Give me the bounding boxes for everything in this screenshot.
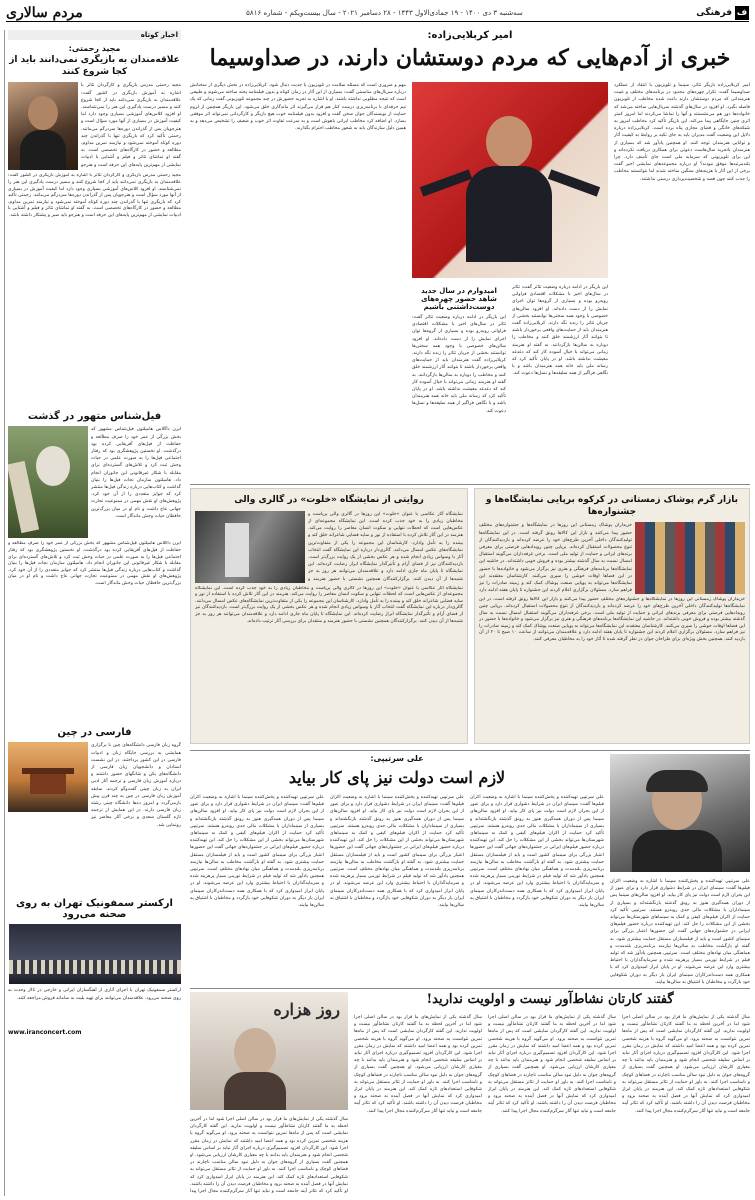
- article2-col0: علی سرتیپی تهیه‌کننده و پخش‌کننده سینما با اشاره به وضعیت اکران فیلم‌ها گفت: سینمای ایران در شرایط دشواری قرار دارد و برای عبور از این بحران لازم است دولت نیز پای کار بیاید. او افزود سالن‌های سینما پس از دوران همه‌گیری هنوز به رونق گذشته بازنگشته‌اند و بسیاری از سینماداران با مشکلات مالی جدی روبه‌رو هستند. سرتیپی تأکید کرد حمایت از اکران فیلم‌های کیفی و کمک به سینماهای شهرستان‌ها می‌تواند بخشی از این مشکلات را حل کند. این تهیه‌کننده درباره حضور فیلم‌های ایرانی در جشنواره‌های جهانی گفت این حضورها اعتبار بزرگی برای سینمای کشور است و باید از فیلمسازان مستقل حمایت بیشتری شود. به گفته او بازگشت مخاطب به سالن‌ها نیازمند برنامه‌ریزی بلندمدت و هماهنگی میان نهادهای مختلف است. سرتیپی همچنین یادآور شد که تولید فیلم در شرایط تورمی بسیار پرهزینه شده و سرمایه‌گذاران با احتیاط بیشتری وارد این عرصه می‌شوند. او در پایان ابراز امیدواری کرد که با همکاری همه دست‌اندرکاران سینمای ایران بار دیگر به دوران شکوفایی خود بازگردد و مخاطبان با اشتیاق به سالن‌ها بیایند.: [610, 879, 750, 984]
- divider: [190, 484, 750, 485]
- sidebar-title: علاقه‌مندان به بازیگری نمی‌دانند باید از کجا شروع کنند: [9, 55, 180, 77]
- sidebar-item-rahmati: [8, 44, 181, 405]
- box-clothing-title: بازار گرم پوشاک زمستانی در کرکوه برپایی نمایشگاه‌ها و جشنواره‌ها: [485, 495, 739, 517]
- poster-figure: [224, 1072, 286, 1110]
- box-gallery-body: نمایشگاه آثار عکاسی با عنوان «خلوت» این روزها در گالری والی برپاست و مخاطبان زیادی را به خود جذب کرده است. این نمایشگاه مجموعه‌ای از عکس‌هایی است که لحظات تنهایی و سکوت انسان معاصر را روایت می‌کند. هنرمند در این آثار تلاش کرده با استفاده از نور و سایه فضایی شاعرانه خلق کند و بیننده را به تأمل وادارد. کارشناسان این مجموعه را یکی از متفاوت‌ترین نمایشگاه‌های عکس امسال می‌دانند. گالری‌دار درباره این نمایشگاه گفت انتخاب آثار با وسواس زیادی انجام شده و هر عکس بخشی از یک روایت بزرگ‌تر است. بازدیدکنندگان نیز از فضای آرام و تأثیرگذار نمایشگاه ابراز رضایت کرده‌اند. این نمایشگاه تا پایان ماه جاری ادامه دارد و علاقه‌مندان می‌توانند هر روز به جز شنبه‌ها از آن دیدن کنند. برگزارکنندگان همچنین نشستی با حضور هنرمند و منتقدان برای بررسی آثار ترتیب داده‌اند.: [195, 585, 463, 624]
- box-clothing-body-top: خریداران پوشاک زمستانی این روزها در نمایشگاه‌ها و جشنواره‌های مختلف حضور پیدا می‌کنند و بازار این کالاها رونق گرفته است. در این نمایشگاه‌ها تولیدکنندگان داخلی آخرین طرح‌های خود را عرضه کرده‌اند و بازدیدکنندگان از تنوع محصولات استقبال کرده‌اند. برپایی چنین رویدادهایی فرصتی برای معرفی برندهای ایرانی و حمایت از تولید ملی است. برخی غرفه‌داران می‌گویند استقبال امسال نسبت به سال گذشته بیشتر بوده و فروش خوبی داشته‌اند. در حاشیه این نمایشگاه‌ها برنامه‌های فرهنگی و هنری نیز برگزار می‌شود و خانواده‌ها با حضور در این فضاها اوقات خوشی را سپری می‌کنند. کارشناسان معتقدند این نمایشگاه‌ها می‌تواند به پویایی صنعت پوشاک کمک کند و زمینه صادرات را نیز فراهم سازد. مسئولان برگزاری اعلام کردند این جشنواره تا پایان هفته ادامه دارد: [479, 523, 632, 594]
- box-clothing-body: خریداران پوشاک زمستانی این روزها در نمایشگاه‌ها و جشنواره‌های مختلف حضور پیدا می‌کنند و بازار این کالاها رونق گرفته است. در این نمایشگاه‌ها تولیدکنندگان داخلی آخرین طرح‌های خود را عرضه کرده‌اند و بازدیدکنندگان از تنوع محصولات استقبال کرده‌اند. برپایی چنین رویدادهایی فرصتی برای معرفی برندهای ایرانی و حمایت از تولید ملی است. برخی غرفه‌داران می‌گویند استقبال امسال نسبت به سال گذشته بیشتر بوده و فروش خوبی داشته‌اند. در حاشیه این نمایشگاه‌ها برنامه‌های فرهنگی و هنری نیز برگزار می‌شود و خانواده‌ها با حضور در این فضاها اوقات خوشی را سپری می‌کنند. کارشناسان معتقدند این نمایشگاه‌ها می‌تواند به پویایی صنعت پوشاک کمک کند و زمینه صادرات را نیز فراهم سازد. مسئولان برگزاری اعلام کردند این جشنواره تا پایان هفته ادامه دارد و علاقه‌مندان می‌توانند از ساعت ۱۰ صبح تا ۲۰ از آن بازدید کنند. همچنین بخش ویژه‌ای برای طراحان جوان در نظر گرفته شده تا آثار خود را به مخاطبان معرفی کنند.: [479, 597, 745, 642]
- article2-col1: علی سرتیپی تهیه‌کننده و پخش‌کننده سینما با اشاره به وضعیت اکران فیلم‌ها گفت: سینمای ایران در شرایط دشواری قرار دارد و برای عبور از این بحران لازم است دولت نیز پای کار بیاید. او افزود سالن‌های سینما پس از دوران همه‌گیری هنوز به رونق گذشته بازنگشته‌اند و بسیاری از سینماداران با مشکلات مالی جدی روبه‌رو هستند. سرتیپی تأکید کرد حمایت از اکران فیلم‌های کیفی و کمک به سینماهای شهرستان‌ها می‌تواند بخشی از این مشکلات را حل کند. این تهیه‌کننده درباره حضور فیلم‌های ایرانی در جشنواره‌های جهانی گفت این حضورها اعتبار بزرگی برای سینمای کشور است و باید از فیلمسازان مستقل حمایت بیشتری شود. به گفته او بازگشت مخاطب به سالن‌ها نیازمند برنامه‌ریزی بلندمدت و هماهنگی میان نهادهای مختلف است. سرتیپی همچنین یادآور شد که تولید فیلم در شرایط تورمی بسیار پرهزینه شده و سرمایه‌گذاران با احتیاط بیشتری وارد این عرصه می‌شوند. او در پایان ابراز امیدواری کرد که با همکاری همه دست‌اندرکاران سینمای ایران بار دیگر به دوران شکوفایی خود بازگردد و مخاطبان با اشتیاق به سالن‌ها بیایند.: [470, 795, 604, 909]
- elephant-photo: [8, 426, 88, 538]
- sidebar-title-orchestra: ارکستر سمفونیک تهران به روی صحنه می‌رود: [16, 898, 173, 921]
- section-icon: ف: [736, 7, 748, 18]
- concert-link[interactable]: www.iranconcert.com: [8, 1029, 82, 1037]
- sartipi-shirt: [632, 830, 722, 872]
- section-label: فرهنگی: [696, 7, 732, 18]
- sidebar-title-elephant: فیل‌شناس متهور در گذشت: [27, 411, 162, 423]
- box-gallery-title: روایتی از نمایشگاه «خلوت» در گالری والی: [234, 495, 424, 505]
- section-badge: [696, 6, 749, 20]
- article2-col2: علی سرتیپی تهیه‌کننده و پخش‌کننده سینما با اشاره به وضعیت اکران فیلم‌ها گفت: سینمای ایران در شرایط دشواری قرار دارد و برای عبور از این بحران لازم است دولت نیز پای کار بیاید. او افزود سالن‌های سینما پس از دوران همه‌گیری هنوز به رونق گذشته بازنگشته‌اند و بسیاری از سینماداران با مشکلات مالی جدی روبه‌رو هستند. سرتیپی تأکید کرد حمایت از اکران فیلم‌های کیفی و کمک به سینماهای شهرستان‌ها می‌تواند بخشی از این مشکلات را حل کند. این تهیه‌کننده درباره حضور فیلم‌های ایرانی در جشنواره‌های جهانی گفت این حضورها اعتبار بزرگی برای سینمای کشور است و باید از فیلمسازان مستقل حمایت بیشتری شود. به گفته او بازگشت مخاطب به سالن‌ها نیازمند برنامه‌ریزی بلندمدت و هماهنگی میان نهادهای مختلف است. سرتیپی همچنین یادآور شد که تولید فیلم در شرایط تورمی بسیار پرهزینه شده و سرمایه‌گذاران با احتیاط بیشتری وارد این عرصه می‌شوند. او در پایان ابراز امیدواری کرد که با همکاری همه دست‌اندرکاران سینمای ایران بار دیگر به دوران شکوفایی خود بازگردد و مخاطبان با اشتیاق به سالن‌ها بیایند.: [330, 795, 464, 909]
- box-gallery-body-top: نمایشگاه آثار عکاسی با عنوان «خلوت» این روزها در گالری والی برپاست و مخاطبان زیادی را به خود جذب کرده است. این نمایشگاه مجموعه‌ای از عکس‌هایی است که لحظات تنهایی و سکوت انسان معاصر را روایت می‌کند. هنرمند در این آثار تلاش کرده با استفاده از نور و سایه فضایی شاعرانه خلق کند و بیننده را به تأمل وادارد. کارشناسان این مجموعه را یکی از متفاوت‌ترین نمایشگاه‌های عکس امسال می‌دانند. گالری‌دار درباره این نمایشگاه گفت انتخاب آثار با وسواس زیادی انجام شده و هر عکس بخشی از یک روایت بزرگ‌تر است. بازدیدکنندگان نیز از فضای آرام و تأثیرگذار نمایشگاه ابراز رضایت کرده‌اند. این نمایشگاه تا پایان ماه جاری ادامه دارد و علاقه‌مندان می‌توانند هر روز به جز شنبه‌ها از آن دیدن کنند. برگزارکنندگان همچنین نشستی با حضور هنرمند و: [308, 511, 463, 582]
- orchestra-photo: [9, 924, 181, 984]
- china-photo: [8, 742, 88, 812]
- actor-arm-right: [548, 169, 600, 196]
- poster-face: [234, 1028, 276, 1076]
- lead-body-middle-2: این بازیگر در ادامه درباره وضعیت تئاتر گفت: تئاتر در سال‌های اخیر با مشکلات اقتصادی فراوانی روبه‌رو بوده و بسیاری از گروه‌ها توان اجرای نمایش را از دست داده‌اند. او افزود سالن‌های خصوصی با وجود همه سختی‌ها توانستند بخشی از جریان تئاتر را زنده نگه دارند. کربلایی‌زاده گفت هنرمندان باید از حمایت‌های واقعی برخوردار باشند تا بتوانند آثار ارزشمند خلق کنند و مخاطب را دوباره به سالن‌ها بازگردانند. به گفته او هنرمند زمانی می‌تواند با خیال آسوده کار کند که دغدغه معیشت نداشته باشد. او در پایان تأکید کرد که رسانه ملی باید خانه همه هنرمندان باشد و با نگاهی فراگیر از همه سلیقه‌ها و نسل‌ها دعوت کند.: [412, 315, 506, 414]
- article3-headline: گفتند کارتان نشاط‌آور نیست و اولویت ندارید!: [426, 992, 674, 1007]
- person-head: [36, 446, 70, 486]
- lead-subhead-block: [412, 284, 506, 464]
- lead-kicker: امیر کربلایی‌زاده:: [427, 30, 513, 41]
- sidebar-title-china: فارسی در چین: [57, 727, 132, 739]
- actor-face: [486, 116, 532, 168]
- film-poster: [190, 992, 348, 1110]
- clothing-photo: [635, 522, 745, 594]
- top-bar: [6, 4, 749, 22]
- portrait-photo: [8, 82, 78, 170]
- article2-col3: علی سرتیپی تهیه‌کننده و پخش‌کننده سینما با اشاره به وضعیت اکران فیلم‌ها گفت: سینمای ایران در شرایط دشواری قرار دارد و برای عبور از این بحران لازم است دولت نیز پای کار بیاید. او افزود سالن‌های سینما پس از دوران همه‌گیری هنوز به رونق گذشته بازنگشته‌اند و بسیاری از سینماداران با مشکلات مالی جدی روبه‌رو هستند. سرتیپی تأکید کرد حمایت از اکران فیلم‌های کیفی و کمک به سینماهای شهرستان‌ها می‌تواند بخشی از این مشکلات را حل کند. این تهیه‌کننده درباره حضور فیلم‌های ایرانی در جشنواره‌های جهانی گفت این حضورها اعتبار بزرگی برای سینمای کشور است و باید از فیلمسازان مستقل حمایت بیشتری شود. به گفته او بازگشت مخاطب به سالن‌ها نیازمند برنامه‌ریزی بلندمدت و هماهنگی میان نهادهای مختلف است. سرتیپی همچنین یادآور شد که تولید فیلم در شرایط تورمی بسیار پرهزینه شده و سرمایه‌گذاران با احتیاط بیشتری وارد این عرصه می‌شوند. او در پایان ابراز امیدواری کرد که با همکاری همه دست‌اندرکاران سینمای ایران بار دیگر به دوران شکوفایی خود بازگردد و مخاطبان با اشتیاق به سالن‌ها بیایند.: [190, 795, 324, 909]
- box-gallery: [190, 488, 468, 744]
- article3-col4: سال گذشته یکی از نمایش‌های ما قرار بود در سالن اصلی اجرا شود اما در آخرین لحظه به ما گفتند کارتان نشاط‌آور نیست و اولویت ندارید. این گفته کارگردان نمایشی است که پس از ماه‌ها تمرین نتوانست به صحنه برود. او می‌گوید گروه با هزینه شخصی تمرین کرده بود و همه اعضا امید داشتند که نمایش در زمان مقرر اجرا شود. این کارگردان افزود تصمیم‌گیری درباره اجرای آثار نباید بر اساس سلیقه شخصی انجام شود و هنرمندان باید بدانند با چه معیاری کارشان ارزیابی می‌شود. او همچنین گفت بسیاری از گروه‌های جوان به دلیل نبود سالن مناسب ناچارند در فضاهای کوچک و نامناسب اجرا کنند. به باور او حمایت از تئاتر مستقل می‌تواند به شکوفایی استعدادهای تازه کمک کند. این هنرمند در پایان ابراز امیدواری کرد که نمایش آنها در فصل آینده به صحنه برود و مخاطبان فرصت دیدن آن را داشته باشند. او تأکید کرد که تئاتر آینه جامعه است و نباید تنها آثار سرگرم‌کننده مجال اجرا پیدا: [190, 1117, 348, 1194]
- sidebar-body-elephant-more: ایرن داگلاس هامیلتون فیل‌شناس مشهور که بخش بزرگی از عمر خود را صرف مطالعه و حفاظت از فیل‌های آفریقایی کرده بود درگذشت. او نخستین پژوهشگری بود که رفتار اجتماعی فیل‌ها را به صورت علمی در حیات وحش ثبت کرد و تلاش‌های گسترده‌ای برای مقابله با شکار غیرقانونی این جانوران انجام داد. هامیلتون سازمان نجات فیل‌ها را بنیان گذاشت و کتاب‌هایی درباره زندگی فیل‌ها منتشر کرد که جوایز متعددی را از آن خود کرد. پژوهش‌های او نقش مهمی در ممنوعیت تجارت جهانی عاج داشت و نام او در میان بزرگ‌ترین حافظان حیات وحش ماندگار است.: [8, 541, 181, 586]
- sartipi-hair: [646, 770, 708, 792]
- portrait-shirt: [20, 130, 66, 170]
- orchestra-players: [9, 960, 181, 974]
- lead-subhead: امیدوارم در سال جدید شاهد حضور چهره‌های دوست‌داشتنی باشیم: [421, 287, 497, 311]
- sidebar-kicker: مجید رحمتی:: [68, 44, 121, 53]
- poster-title: روز هزاره: [273, 1000, 340, 1019]
- portrait-face: [28, 96, 58, 130]
- gallery-figure: [225, 523, 249, 577]
- sartipi-photo: [610, 754, 750, 872]
- divider: [190, 988, 750, 989]
- sidebar-body-more: مجید رحمتی مدرس بازیگری و کارگردان تئاتر با اشاره به آموزش بازیگری در کشور گفت: علاقه‌مندان به بازیگری نمی‌دانند باید از کجا شروع کنند و مسیر درست یادگیری این هنر را نمی‌شناسند. او افزود کلاس‌های آموزشی بسیاری وجود دارد اما کیفیت آموزش در بسیاری از آنها مورد سؤال است و هنرجویان پس از گذراندن دوره‌ها سردرگم می‌مانند. رحمتی تأکید کرد که بازیگری تنها با گذراندن چند دوره کوتاه آموخته نمی‌شود و نیازمند تمرین مداوم، مطالعه و حضور در کارگاه‌های تخصصی است. به گفته او تماشای تئاتر و فیلم و آشنایی با ادبیات نمایشی از مهم‌ترین پایه‌های این حرفه است و هنرجو باید صبر و پشتکار داشته باشد.: [8, 173, 181, 218]
- article2-headline: لازم است دولت نیز پای کار بیاید: [288, 768, 506, 787]
- dateline: سه‌شنبه ۳ دی ۱۴۰۰ - ۱۹ جمادی‌الاول ۱۴۴۳ - ۲۸ دسامبر ۲۰۲۱ - سال بیست‌ویکم - شماره ۵۸۱۶: [246, 8, 523, 17]
- box-clothing: [474, 488, 750, 744]
- actor-arm-left: [420, 169, 472, 196]
- tusk-shape: [8, 461, 39, 533]
- lead-body-middle: این بازیگر در ادامه درباره وضعیت تئاتر گفت: تئاتر در سال‌های اخیر با مشکلات اقتصادی فراوانی روبه‌رو بوده و بسیاری از گروه‌ها توان اجرای نمایش را از دست داده‌اند. او افزود سالن‌های خصوصی با وجود همه سختی‌ها توانستند بخشی از جریان تئاتر را زنده نگه دارند. کربلایی‌زاده گفت هنرمندان باید از حمایت‌های واقعی برخوردار باشند تا بتوانند آثار ارزشمند خلق کنند و مخاطب را دوباره به سالن‌ها بازگردانند. به گفته او هنرمند زمانی می‌تواند با خیال آسوده کار کند که دغدغه معیشت نداشته باشد. او در پایان تأکید کرد که رسانه ملی باید خانه همه هنرمندان باشد و با نگاهی فراگیر از همه سلیقه‌ها و نسل‌ها دعوت کند.: [512, 285, 608, 377]
- lead-body-left: مهم و ضروری است که مسئله سلامت در تلویزیون با جدیت دنبال شود. کربلایی‌زاده در بخش دیگری از سخنانش درباره سریال‌های مناسبتی گفت: بسیاری از این آثار در زمان کوتاه و بدون فیلمنامه پخته ساخته می‌شوند و طبیعی است که نتیجه مطلوبی نداشته باشند. او با اشاره به تجربه حضورش در چند مجموعه تلویزیونی گفت زمانی که یک تیم حرفه‌ای با برنامه‌ریزی درست کنار هم قرار می‌گیرند اثر ماندگاری خلق می‌شود. این بازیگر همچنین از لزوم حمایت از نویسندگان جوان سخن گفت و افزود بدون فیلمنامه خوب هیچ بازیگر و کارگردانی نمی‌تواند اثر موفقی بسازد. او اضافه کرد مخاطب ایرانی باهوش است و به سرعت تفاوت اثر خوب و ضعیف را تشخیص می‌دهد و به همین دلیل سازندگان باید به شعور مخاطب احترام بگذارند.: [190, 83, 406, 132]
- main-content: [190, 30, 750, 1196]
- article2-kicker: علی سرتیپی:: [370, 754, 424, 763]
- sidebar-body-china: گروه زبان فارسی دانشگاه‌های چین با برگزاری همایشی به بررسی جایگاه زبان و ادبیات فارسی در این کشور پرداختند. در این نشست استادان و دانشجویان زبان فارسی از دانشگاه‌های پکن و شانگهای حضور داشتند و درباره آموزش زبان فارسی و ترجمه آثار ادبی ایران به زبان چینی گفت‌وگو کردند. سابقه آموزش زبان فارسی در چین به چند قرن پیش بازمی‌گردد و امروز ده‌ها دانشگاه چینی رشته زبان فارسی دارند. در این همایش از ترجمه تازه گلستان سعدی و برخی آثار معاصر نیز رونمایی شد.: [91, 743, 181, 828]
- lead-photo: [412, 82, 608, 278]
- sidebar-body: مجید رحمتی مدرس بازیگری و کارگردان تئاتر با اشاره به آموزش بازیگری در کشور گفت: علاقه‌مندان به بازیگری نمی‌دانند باید از کجا شروع کنند و مسیر درست یادگیری این هنر را نمی‌شناسند. او افزود کلاس‌های آموزشی بسیاری وجود دارد اما کیفیت آموزش در بسیاری از آنها مورد سؤال است و هنرجویان پس از گذراندن دوره‌ها سردرگم می‌مانند. رحمتی تأکید کرد که بازیگری تنها با گذراندن چند دوره کوتاه آموخته نمی‌شود و نیازمند تمرین مداوم، مطالعه و حضور در کارگاه‌های تخصصی است. به گفته او تماشای تئاتر و فیلم و آشنایی با ادبیات نمایشی از مهم‌ترین پایه‌های این حرفه است و هنرجو: [81, 83, 181, 168]
- divider: [190, 750, 750, 751]
- actor-suit: [466, 166, 552, 262]
- sidebar-body-elephant: ایرن داگلاس هامیلتون فیل‌شناس مشهور که بخش بزرگی از عمر خود را صرف مطالعه و حفاظت از فیل‌های آفریقایی کرده بود درگذشت. او نخستین پژوهشگری بود که رفتار اجتماعی فیل‌ها را به صورت علمی در حیات وحش ثبت کرد و تلاش‌های گسترده‌ای برای مقابله با شکار غیرقانونی این جانوران انجام داد. هامیلتون سازمان نجات فیل‌ها را بنیان گذاشت و کتاب‌هایی درباره زندگی فیل‌ها منتشر کرد که جوایز متعددی را از آن خود کرد. پژوهش‌های او نقش مهمی در ممنوعیت تجارت جهانی عاج داشت و نام او در میان بزرگ‌ترین حافظان حیات وحش ماندگار است.: [91, 427, 181, 519]
- sidebar-body-orchestra: ارکستر سمفونیک تهران با اجرای آثاری از آهنگسازان ایرانی و خارجی در تالار وحدت به روی صحنه می‌رود. علاقه‌مندان می‌توانند برای تهیه بلیت به سامانه فروش مراجعه کنند.: [8, 988, 181, 1001]
- gallery-photo: [195, 511, 305, 583]
- lead-headline: خبری از آدم‌هایی که مردم دوستشان دارند، در صداوسیما: [209, 45, 731, 71]
- sidebar: [4, 30, 184, 1196]
- pagoda-body: [30, 774, 66, 794]
- masthead: مردم سالاری: [6, 4, 83, 21]
- article3-col3: سال گذشته یکی از نمایش‌های ما قرار بود در سالن اصلی اجرا شود اما در آخرین لحظه به ما گفتند کارتان نشاط‌آور نیست و اولویت ندارید. این گفته کارگردان نمایشی است که پس از ماه‌ها تمرین نتوانست به صحنه برود. او می‌گوید گروه با هزینه شخصی تمرین کرده بود و همه اعضا امید داشتند که نمایش در زمان مقرر اجرا شود. این کارگردان افزود تصمیم‌گیری درباره اجرای آثار نباید بر اساس سلیقه شخصی انجام شود و هنرمندان باید بدانند با چه معیاری کارشان ارزیابی می‌شود. او همچنین گفت بسیاری از گروه‌های جوان به دلیل نبود سالن مناسب ناچارند در فضاهای کوچک و نامناسب اجرا کنند. به باور او حمایت از تئاتر مستقل می‌تواند به شکوفایی استعدادهای تازه کمک کند. این هنرمند در پایان ابراز امیدواری کرد که نمایش آنها در فصل آینده به صحنه برود و مخاطبان فرصت دیدن آن را داشته باشند. او تأکید کرد که تئاتر آینه جامعه است و نباید تنها آثار سرگرم‌کننده مجال اجرا پیدا کنند.: [354, 1015, 482, 1114]
- article3-col1: سال گذشته یکی از نمایش‌های ما قرار بود در سالن اصلی اجرا شود اما در آخرین لحظه به ما گفتند کارتان نشاط‌آور نیست و اولویت ندارید. این گفته کارگردان نمایشی است که پس از ماه‌ها تمرین نتوانست به صحنه برود. او می‌گوید گروه با هزینه شخصی تمرین کرده بود و همه اعضا امید داشتند که نمایش در زمان مقرر اجرا شود. این کارگردان افزود تصمیم‌گیری درباره اجرای آثار نباید بر اساس سلیقه شخصی انجام شود و هنرمندان باید بدانند با چه معیاری کارشان ارزیابی می‌شود. او همچنین گفت بسیاری از گروه‌های جوان به دلیل نبود سالن مناسب ناچارند در فضاهای کوچک و نامناسب اجرا کنند. به باور او حمایت از تئاتر مستقل می‌تواند به شکوفایی استعدادهای تازه کمک کند. این هنرمند در پایان ابراز امیدواری کرد که نمایش آنها در فصل آینده به صحنه برود و مخاطبان فرصت دیدن آن را داشته باشند. او تأکید کرد که تئاتر آینه جامعه است و نباید تنها آثار سرگرم‌کننده مجال اجرا پیدا کنند.: [622, 1015, 750, 1114]
- sidebar-rubric: اخبار کوتاه: [8, 30, 181, 40]
- lead-body-right: امیر کربلایی‌زاده بازیگر تئاتر، سینما و تلویزیون با انتقاد از عملکرد صداوسیما گفت: تکرار چهره‌های محدود در برنامه‌های مختلف و غیبت هنرمندانی که مردم دوستشان دارند باعث شده مخاطب از تلویزیون فاصله بگیرد. او افزود در سال‌های گذشته سریال‌هایی ساخته می‌شد که خانواده‌ها دور هم می‌نشستند و آنها را تماشا می‌کردند اما امروز کمتر اثری چنین جایگاهی پیدا می‌کند. این بازیگر تأکید کرد مخاطب امروز به شبکه‌های خانگی و فضای مجازی پناه برده است. کربلایی‌زاده درباره دلایل این وضعیت گفت مدیران باید به جای تکیه بر روابط به کیفیت آثار و توانایی هنرمندان توجه کنند. او همچنین یادآور شد که بسیاری از هنرمندان باتجربه سال‌هاست دعوتی برای همکاری دریافت نکرده‌اند و این برای تلویزیونی که سرمایه ملی است جای تأسف دارد. چرا بلندمرتبه‌ها موفق نبودند؟ او درباره مجموعه‌های نمایشی اخیر گفت برخی از این آثار با هزینه‌های سنگین ساخته شدند اما نتوانستند مخاطب را جذب کنند چون قصه و شخصیت‌پردازی درستی نداشتند.: [614, 83, 750, 182]
- article3-col2: سال گذشته یکی از نمایش‌های ما قرار بود در سالن اصلی اجرا شود اما در آخرین لحظه به ما گفتند کارتان نشاط‌آور نیست و اولویت ندارید. این گفته کارگردان نمایشی است که پس از ماه‌ها تمرین نتوانست به صحنه برود. او می‌گوید گروه با هزینه شخصی تمرین کرده بود و همه اعضا امید داشتند که نمایش در زمان مقرر اجرا شود. این کارگردان افزود تصمیم‌گیری درباره اجرای آثار نباید بر اساس سلیقه شخصی انجام شود و هنرمندان باید بدانند با چه معیاری کارشان ارزیابی می‌شود. او همچنین گفت بسیاری از گروه‌های جوان به دلیل نبود سالن مناسب ناچارند در فضاهای کوچک و نامناسب اجرا کنند. به باور او حمایت از تئاتر مستقل می‌تواند به شکوفایی استعدادهای تازه کمک کند. این هنرمند در پایان ابراز امیدواری کرد که نمایش آنها در فصل آینده به صحنه برود و مخاطبان فرصت دیدن آن را داشته باشند. او تأکید کرد که تئاتر آینه جامعه است و نباید تنها آثار سرگرم‌کننده مجال اجرا پیدا کنند.: [488, 1015, 616, 1114]
